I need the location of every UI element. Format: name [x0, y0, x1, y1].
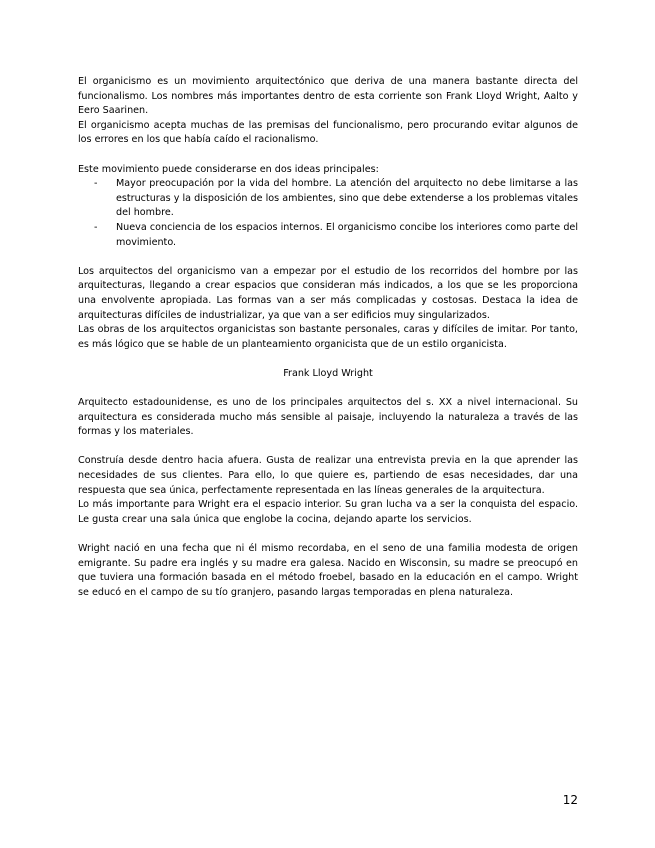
paragraph-wright-origin: Wright nació en una fecha que ni él mismo recordaba, en el seno de una familia modesta de origen emigrante. Su padre era inglés y su madre era galesa. Nacido en Wisconsin, su madre se preocupó en que tuviera una formación basada en el método froebel, basado en la educación en el campo. Wright se educó en el campo de su tío granjero, pasando largas temporadas en plena naturaleza. [78, 543, 578, 598]
ideas-list [78, 177, 578, 250]
paragraph-wright-bio: Arquitecto estadounidense, es uno de los principales arquitectos del s. XX a nivel internacional. Su arquitectura es considerada mucho más sensible al paisaje, incluyendo la naturaleza a través de las formas y los materiales. [78, 397, 578, 438]
list-item [78, 221, 578, 250]
paragraph-obras: Las obras de los arquitectos organicistas son bastante personales, caras y difíciles de imitar. Por tanto, es más lógico que se hable de un planteamiento organicista que de un estilo organicista. [78, 324, 578, 350]
section-heading: Frank Lloyd Wright [283, 367, 373, 379]
paragraph-ideas-intro: Este movimiento puede considerarse en dos ideas principales: [78, 163, 379, 175]
paragraph-wright-method: Construía desde dentro hacia afuera. Gusta de realizar una entrevista previa en la que aprender las necesidades de sus clientes. Para ello, lo que quiere es, partiendo de esas necesidades, dar una respuesta que sea única, perfectamente representada en las líneas generales de la arquitectura. [78, 455, 578, 496]
page-body [78, 75, 578, 600]
paragraph-wright-space: Lo más importante para Wright era el espacio interior. Su gran lucha va a ser la conquista del espacio. Le gusta crear una sala única que englobe la cocina, dejando aparte los servicios. [78, 499, 578, 525]
bullet-marker: - [94, 221, 98, 233]
paragraph-premisas: El organicismo acepta muchas de las premisas del funcionalismo, pero procurando evitar algunos de los errores en los que había caído el racionalismo. [78, 119, 578, 146]
list-item-text: Nueva conciencia de los espacios internos. El organicismo concibe los interiores como parte del movimiento. [116, 221, 578, 248]
list-item [78, 177, 578, 221]
list-item-text: Mayor preocupación por la vida del hombre. La atención del arquitecto no debe limitarse a las estructuras y la disposición de los ambientes, sino que debe extenderse a los problemas vitales del hombre. [116, 178, 578, 219]
page-number: 12 [562, 793, 578, 807]
paragraph-intro: El organicismo es un movimiento arquitectónico que deriva de una manera bastante directa del funcionalismo. Los nombres más importantes dentro de esta corriente son Frank Lloyd Wright, Aalto y Eero Saarinen. [78, 76, 578, 117]
paragraph-arquitectos: Los arquitectos del organicismo van a empezar por el estudio de los recorridos del hombre por las arquitecturas, llegando a crear espacios que consideran más indicados, a los que se les proporciona una envolvente apropiada. Las formas van a ser más complicadas y costosas. Destaca la idea de arquitecturas difíciles de industrializar, ya que van a ser edificios muy singularizados. [78, 265, 578, 321]
bullet-marker: - [94, 178, 98, 190]
